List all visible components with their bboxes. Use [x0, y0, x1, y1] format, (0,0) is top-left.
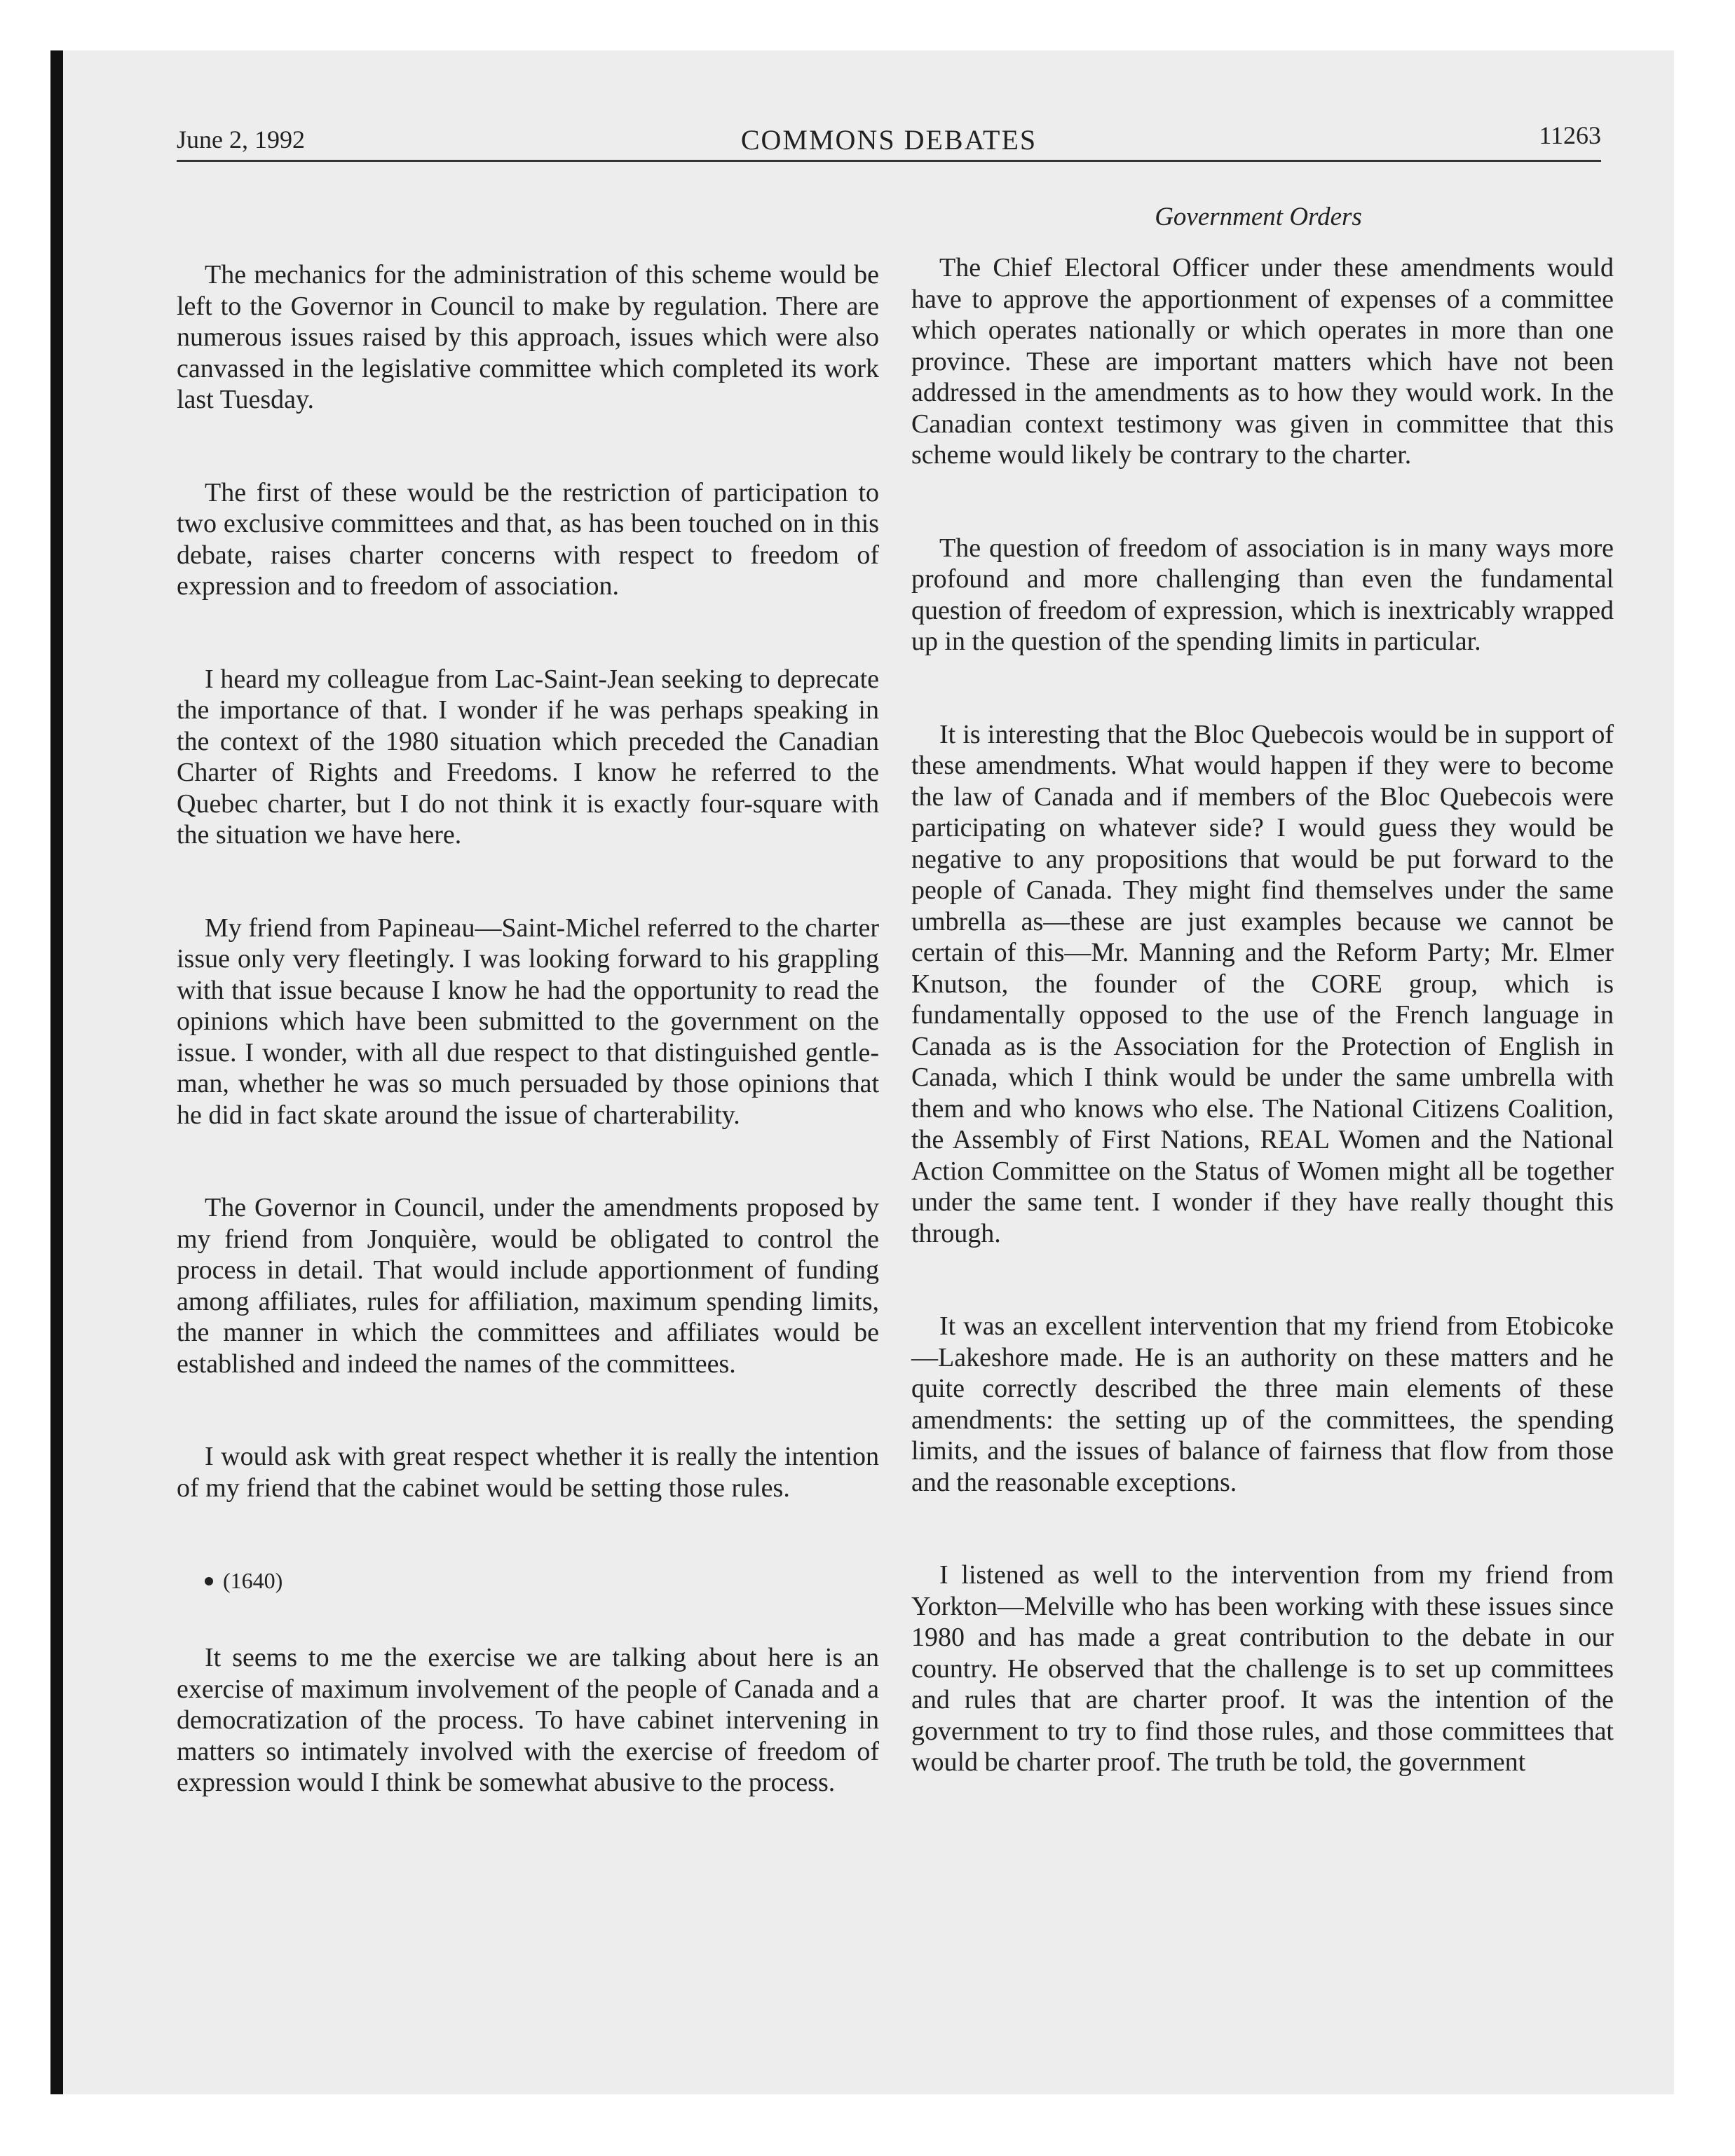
section-heading: Government Orders — [1155, 203, 1362, 231]
right-paragraph-3: It is interesting that the Bloc Quebecois would be in support of these amendments. What would happen if they were to become the law of Canada and if members of the Bloc Quebecois were participating on whatever side? I would guess they would be negative to any propositions that would be put forward to the people of Canada. They might find themselves under the same umbrella as—these are just examples because we cannot be certain of this—Mr. Manning and the Reform Party; Mr. Elmer Knutson, the founder of the CORE group, which is fundamentally opposed to the use of the French language in Canada as is the Association for the Protection of English in Canada, which I think would be under the same umbrella with them and who knows who else. The National Citizens Coalition, the Assembly of First Nations, REAL Women and the National Action Committee on the Status of Women might all be together under the same tent. I wonder if they have really thought this through. — [911, 719, 1614, 1248]
left-column — [177, 259, 879, 1860]
left-paragraph-3: I heard my colleague from Lac-Saint-Jean seeking to deprecate the importance of that. I wonder if he was perhaps speaking in the context of the 1980 situation which preceded the Canadian Charter of Rights and Freedoms. I know he referred to the Quebec charter, but I do not think it is exactly four-square with the situation we have here. — [177, 664, 879, 850]
left-paragraph-7: It seems to me the exercise we are talking about here is an exercise of maximum involvement of the people of Canada and a democratization of the process. To have cabinet intervening in matters so intimately involved with the exercise of freedom of expression would I think be somewhat abusive to the process. — [177, 1643, 879, 1797]
bullet-icon — [205, 1577, 213, 1585]
time-marker-text: (1640) — [223, 1568, 283, 1593]
left-paragraph-2: The first of these would be the restriction of participation to two exclusive committees and that, as has been touched on in this debate, raises charter concerns with respect to freedom of expression and to freedom of association. — [177, 477, 879, 601]
journal-title: COMMONS DEBATES — [740, 124, 1037, 156]
right-column — [911, 252, 1614, 1840]
right-paragraph-1: The Chief Electoral Officer under these amendments would have to approve the apportionment of expenses of a committee which operates nationally or which operates in more than one province. These are important matters which have not been addressed in the amendments as to how they would work. In the Canadian context testimony was given in committee that this scheme would likely be contrary to the charter. — [911, 253, 1614, 470]
time-marker — [177, 1565, 879, 1596]
left-paragraph-1: The mechanics for the administration of this scheme would be left to the Governor in Council to make by regulation. There are numerous issues raised by this approach, issues which were also canvassed in the legislative committee which completed its work last Tuesday. — [177, 260, 879, 414]
left-paragraph-4: My friend from Papineau—Saint-Michel referred to the charter issue only very fleetingly. I was looking forward to his grappling with that issue because I know he had the opportunity to read the opinions which have been submitted to the government on the issue. I wonder, with all due respect to that distinguished gentleman, whether he was so much persuaded by those opinions that he did in fact skate around the issue of charterability. — [177, 913, 879, 1130]
right-paragraph-5: I listened as well to the intervention from my friend from Yorkton—Melville who has been working with these issues since 1980 and has made a great contribution to the debate in our country. He observed that the challenge is to set up committees and rules that are charter proof. It was the intention of the government to try to find those rules, and those committees that would be charter proof. The truth be told, the government — [911, 1560, 1614, 1777]
right-paragraph-4: It was an excellent intervention that my friend from Etobicoke—Lakeshore made. He is an authority on these matters and he quite correctly described the three main elements of these amendments: the setting up of the committees, the spending limits, and the issues of balance of fairness that flow from those and the reasonable exceptions. — [911, 1311, 1614, 1497]
left-paragraph-6: I would ask with great respect whether it is really the intention of my friend that the cabinet would be setting those rules. — [177, 1442, 879, 1503]
left-paragraph-5: The Governor in Council, under the amendments proposed by my friend from Jonquière, would be obligated to control the process in detail. That would include apportionment of funding among affiliates, rules for affiliation, maximum spending limits, the manner in which the committees and affiliates would be established and indeed the names of the committees. — [177, 1193, 879, 1379]
scan-edge-shadow — [50, 50, 63, 2094]
header-date: June 2, 1992 — [177, 125, 305, 153]
page-number: 11263 — [1539, 121, 1601, 149]
right-paragraph-2: The question of freedom of association is in many ways more profound and more challenging than even the fundamental question of freedom of expression, which is inextricably wrapped up in the question of the spending limits in particular. — [911, 533, 1614, 656]
running-header — [177, 121, 1601, 162]
